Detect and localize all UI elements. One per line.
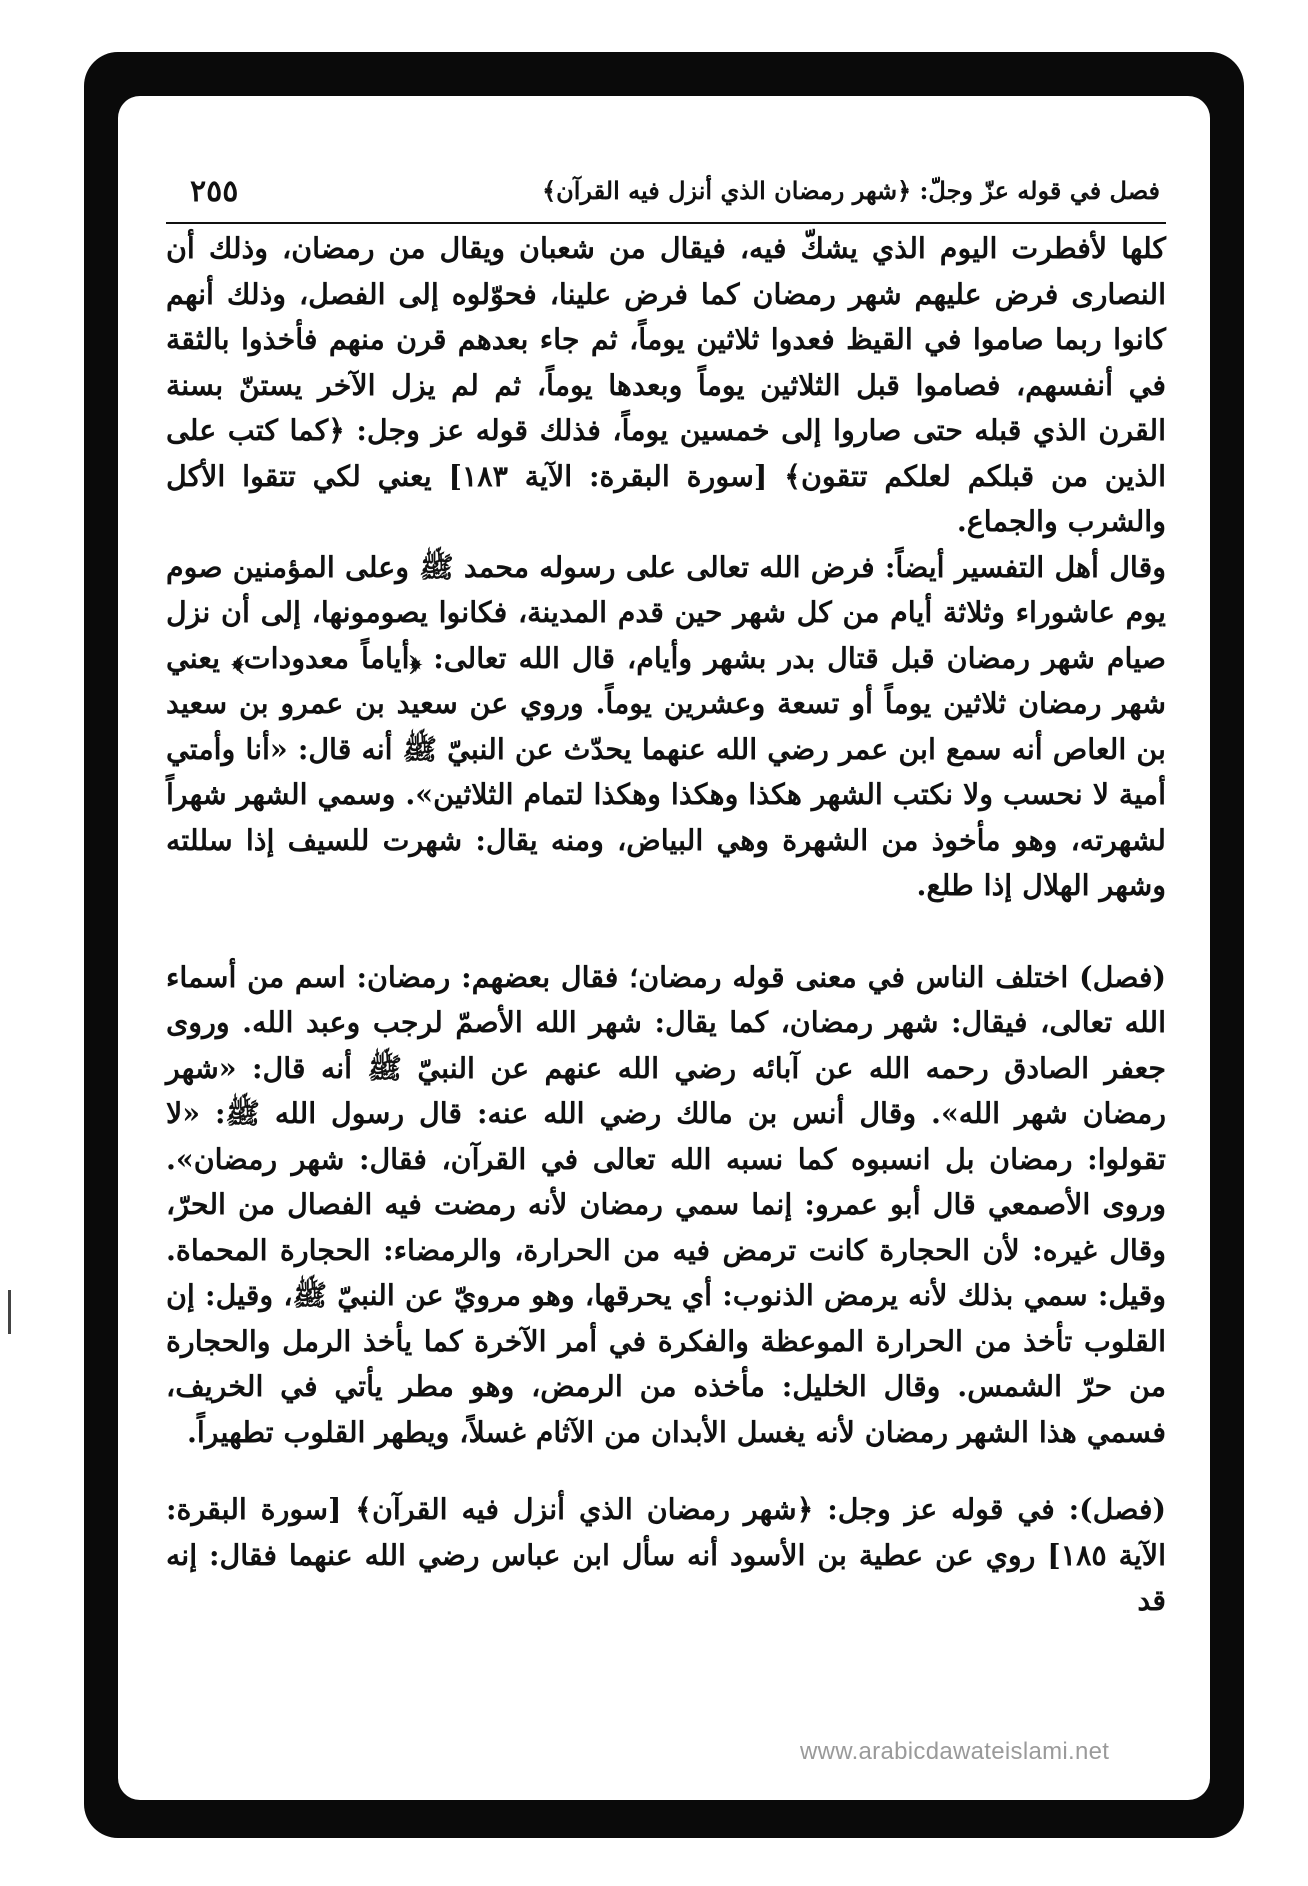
section-label: (فصل)	[1079, 959, 1166, 994]
scan-edge-mark	[8, 1290, 11, 1334]
running-title: فصل في قوله عزّ وجلّ: ﴿شهر رمضان الذي أنزل فيه القرآن﴾	[542, 176, 1160, 205]
paragraph-text: كلها لأفطرت اليوم الذي يشكّ فيه، فيقال من شعبان ويقال من رمضان، وذلك أن النصارى فرض عليهم شهر رمضان كما فرض علينا، فحوّلوه إلى الفصل، وذلك أنهم كانوا ربما صاموا في القيظ فعدوا ثلاثين يوماً، ثم جاء بعدهم قرن منهم فأخذوا بالثقة في أنفسهم، فصاموا قبل الثلاثين يوماً وبعدها يوماً، ثم لم يزل الآخر يستنّ بسنة القرن الذي قبله حتى صاروا إلى خمسين يوماً، فذلك قوله عز وجل: ﴿كما كتب على الذين من قبلكم لعلكم تتقون﴾ [سورة البقرة: الآية ١٨٣] يعني لكي تتقوا الأكل والشرب والجماع.	[166, 231, 1166, 538]
paragraph-text: اختلف الناس في معنى قوله رمضان؛ فقال بعضهم: رمضان: اسم من أسماء الله تعالى، فيقال: شهر رمضان، كما يقال: شهر الله الأصمّ لرجب وعبد الله. وروى جعفر الصادق رحمه الله عن آبائه رضي الله عنهم عن النبيّ ﷺ أنه قال: «شهر رمضان شهر الله». وقال أنس بن مالك رضي الله عنه: قال رسول الله ﷺ: «لا تقولوا: رمضان بل انسبوه كما نسبه الله تعالى في القرآن، فقال: شهر رمضان». وروى الأصمعي قال أبو عمرو: إنما سمي رمضان لأنه رمضت فيه الفصال من الحرّ، وقال غيره: لأن الحجارة كانت ترمض فيه من الحرارة، والرمضاء: الحجارة المحماة. وقيل: سمي بذلك لأنه يرمض الذنوب: أي يحرقها، وهو مرويّ عن النبيّ ﷺ، وقيل: إن القلوب تأخذ من الحرارة الموعظة والفكرة في أمر الآخرة كما يأخذ الرمل والحجارة من حرّ الشمس. وقال الخليل: مأخذه من الرمض، وهو مطر يأتي في الخريف، فسمي هذا الشهر رمضان لأنه يغسل الأبدان من الآثام غسلاً، ويطهر القلوب تطهيراً.	[166, 959, 1166, 1449]
watermark: www.arabicdawateislami.net	[800, 1738, 1110, 1765]
section-paragraph	[166, 1487, 1166, 1624]
paragraph-text: وقال أهل التفسير أيضاً: فرض الله تعالى على رسوله محمد ﷺ وعلى المؤمنين صوم يوم عاشوراء وثلاثة أيام من كل شهر حين قدم المدينة، فكانوا يصومونها، إلى أن نزل صيام شهر رمضان قبل قتال بدر بشهر وأيام، قال الله تعالى: ﴿أياماً معدودات﴾ يعني شهر رمضان ثلاثين يوماً أو تسعة وعشرين يوماً. وروي عن سعيد بن عمرو بن سعيد بن العاص أنه سمع ابن عمر رضي الله عنهما يحدّث عن النبيّ ﷺ أنه قال: «أنا وأمتي أمية لا نحسب ولا نكتب الشهر هكذا وهكذا وهكذا لتمام الثلاثين». وسمي الشهر شهراً لشهرته، وهو مأخوذ من الشهرة وهي البياض، ومنه يقال: شهرت للسيف إذا سللته وشهر الهلال إذا طلع.	[166, 549, 1166, 902]
paragraph-text: في قوله عز وجل: ﴿شهر رمضان الذي أنزل فيه القرآن﴾ [سورة البقرة: الآية ١٨٥] روي عن عطية بن الأسود أنه سأل ابن عباس رضي الله عنهما فقال: إنه قد	[166, 1492, 1166, 1617]
paragraph	[166, 226, 1166, 545]
page-header	[166, 168, 1166, 224]
section-paragraph	[166, 955, 1166, 1456]
section-label: (فصل):	[1068, 1492, 1166, 1526]
body-text	[166, 226, 1166, 1624]
page-number: ٢٥٥	[190, 174, 239, 209]
paragraph	[166, 545, 1166, 909]
